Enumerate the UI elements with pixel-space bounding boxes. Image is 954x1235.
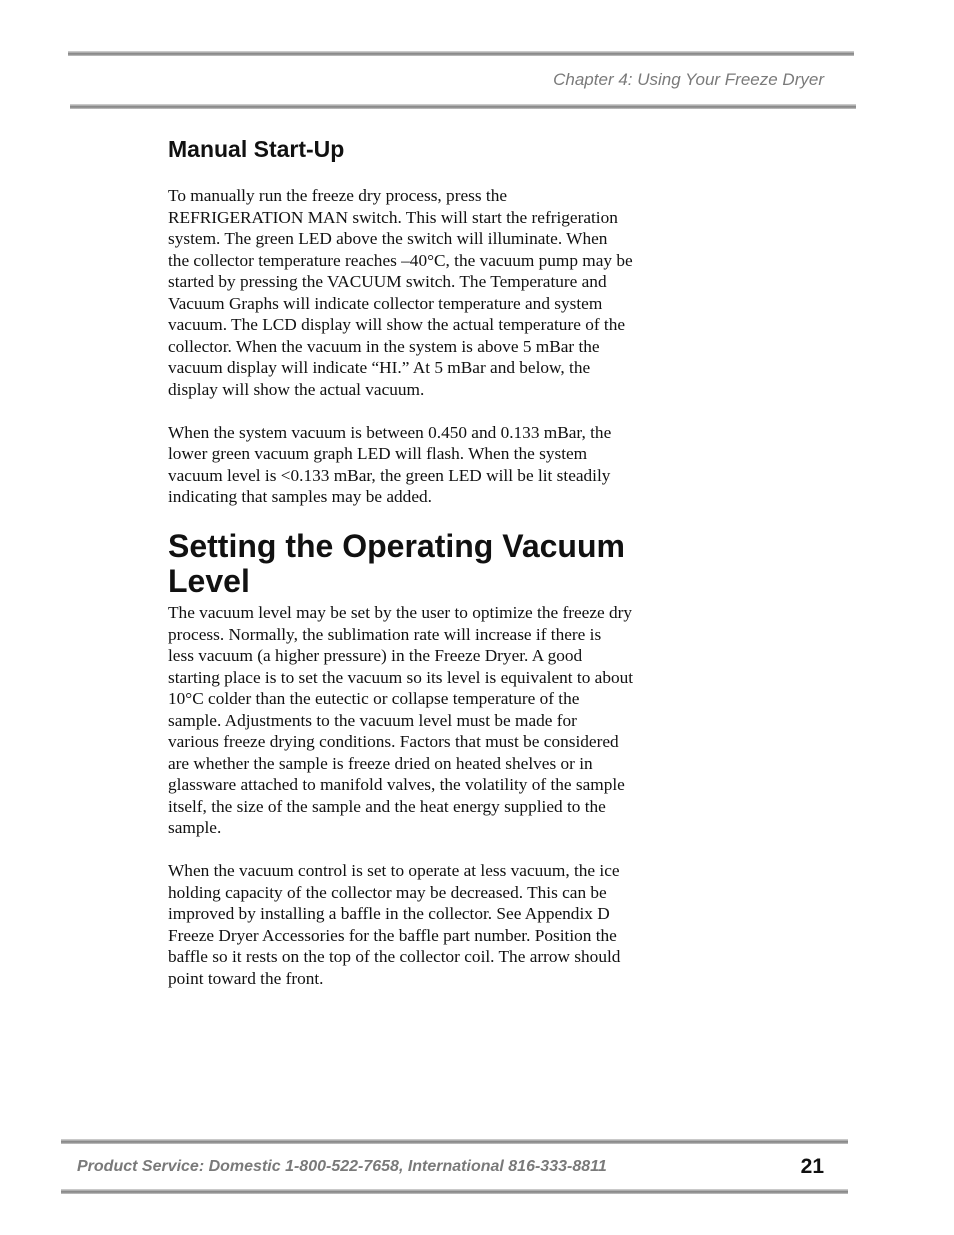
paragraph-operating-vacuum-2: When the vacuum control is set to operate at less vacuum, the ice holding capacity of the collector may be decreased. This can be improved by installing a baffle in the collector. See Appendix D Freeze Dryer Accessories for the baffle part number. Position the baffle so it rests on the top of the collector coil. The arrow should point toward the front. (168, 861, 621, 988)
footer-rule-bottom (61, 1189, 848, 1194)
footer-rule-top (61, 1139, 848, 1144)
page-body (168, 134, 680, 1011)
paragraph-manual-start-up-1: To manually run the freeze dry process, press the REFRIGERATION MAN switch. This will start the refrigeration system. The green LED above the switch will illuminate. When the collector temperature reaches –40°C, the vacuum pump may be started by pressing the VACUUM switch. The Temperature and Vacuum Graphs will indicate collector temperature and system vacuum. The LCD display will show the actual temperature of the collector. When the vacuum in the system is above 5 mBar the vacuum display will indicate “HI.” At 5 mBar and below, the display will show the actual vacuum. (168, 186, 633, 399)
heading-line-2: Level (168, 563, 250, 599)
section-heading-manual-start-up: Manual Start-Up (168, 136, 345, 162)
page-number: 21 (800, 1155, 824, 1178)
paragraph-operating-vacuum-1: The vacuum level may be set by the user to optimize the freeze dry process. Normally, the sublimation rate will increase if there is less vacuum (a higher pressure) in the Freeze Dryer. A good starting place is to set the vacuum so its level is equivalent to about 10°C colder than the eutectic or collapse temperature of the sample. Adjustments to the vacuum level must be made for various freeze drying conditions. Factors that must be considered are whether the sample is freeze dried on heated shelves or in glassware attached to manifold valves, the volatility of the sample itself, the size of the sample and the heat energy supplied to the sample. (168, 603, 634, 837)
header-rule-top (68, 51, 854, 56)
paragraph-manual-start-up-2: When the system vacuum is between 0.450 and 0.133 mBar, the lower green vacuum graph LED will flash. When the system vacuum level is <0.133 mBar, the green LED will be lit steadily indicating that samples may be added. (168, 422, 612, 506)
heading-line-1: Setting the Operating Vacuum (168, 528, 625, 564)
section-heading-operating-vacuum (168, 529, 680, 599)
product-service-contact: Product Service: Domestic 1-800-522-7658, International 816-333-8811 (77, 1158, 607, 1175)
header-rule-bottom (70, 104, 856, 109)
running-head: Chapter 4: Using Your Freeze Dryer (553, 70, 824, 89)
